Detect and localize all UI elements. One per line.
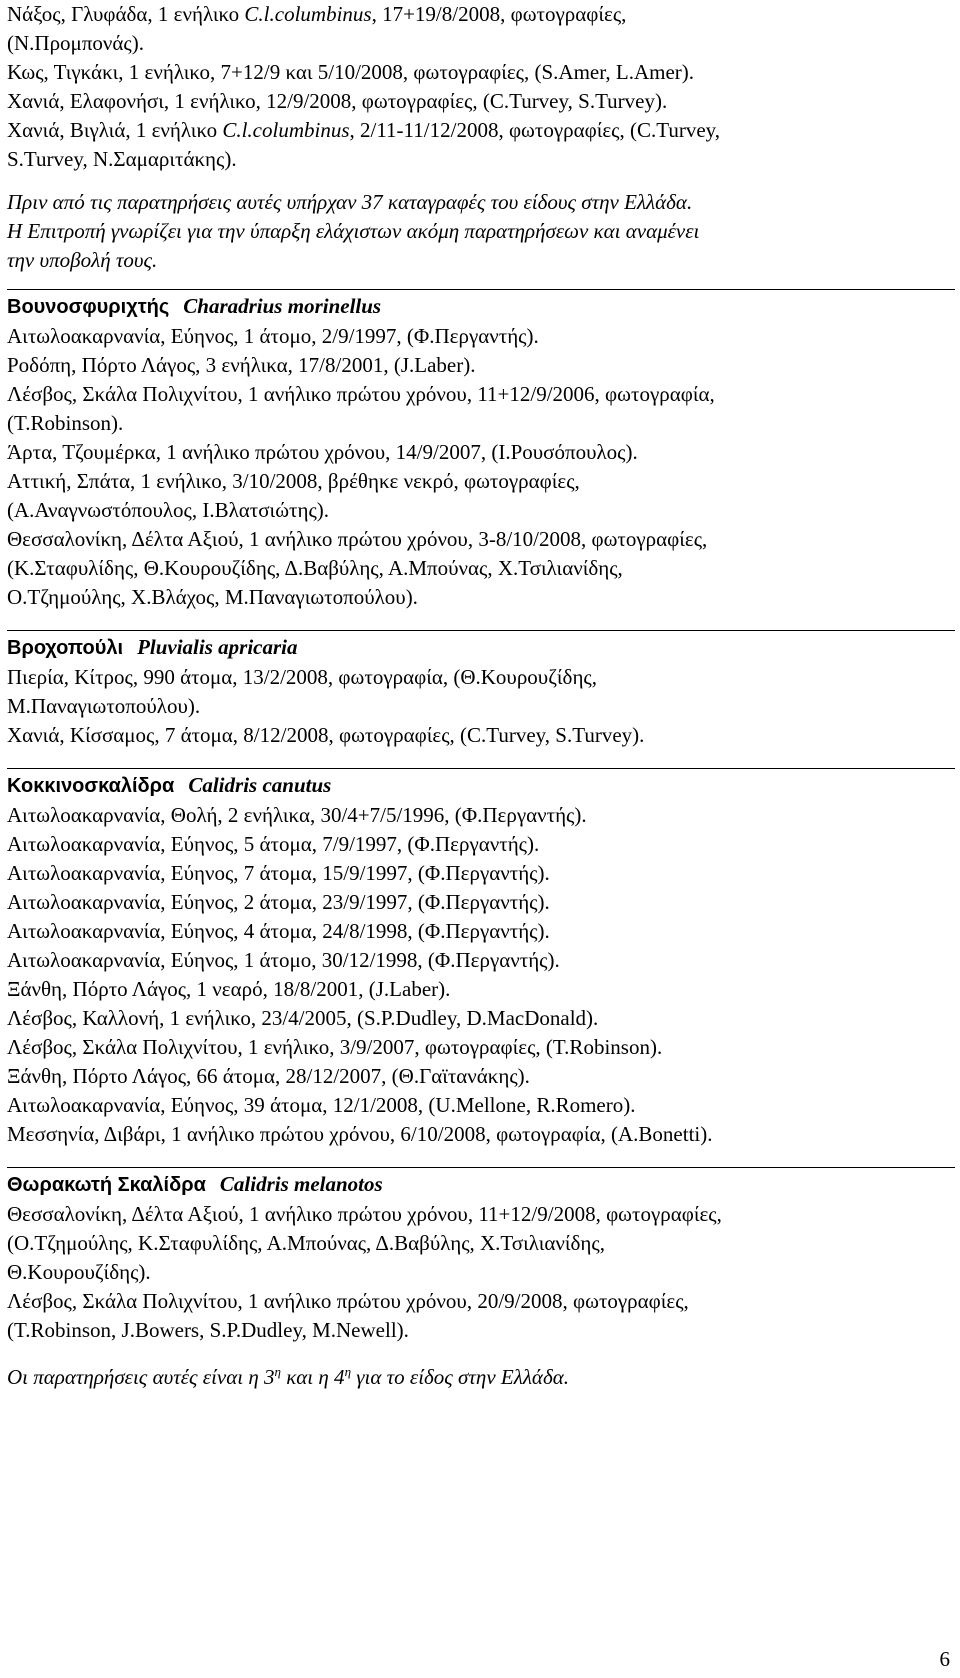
record-line: Μ.Παναγιωτοπούλου). <box>7 694 201 718</box>
record-line: S.Turvey, Ν.Σαμαριτάκης). <box>7 147 237 171</box>
record-line: Αιτωλοακαρνανία, Εύηνος, 1 άτομο, 2/9/1997, (Φ.Περγαντής). <box>7 324 539 348</box>
record-line: Πιερία, Κίτρος, 990 άτομα, 13/2/2008, φωτογραφία, (Θ.Κουρουζίδης, <box>7 665 597 689</box>
record-line: Αιτωλοακαρνανία, Εύηνος, 5 άτομα, 7/9/1997, (Φ.Περγαντής). <box>7 832 540 856</box>
record-line: Αιτωλοακαρνανία, Εύηνος, 1 άτομο, 30/12/1998, (Φ.Περγαντής). <box>7 948 560 972</box>
record-line: Χανιά, Βιγλιά, 1 ενήλικο C.l.columbinus, 2/11-11/12/2008, φωτογραφίες, (C.Turvey, <box>7 118 721 142</box>
species-heading <box>7 771 955 801</box>
species-scientific-name: Calidris canutus <box>188 773 332 797</box>
species-greek-name: Βροχοπούλι <box>7 637 124 659</box>
record-line: (Κ.Σταφυλίδης, Θ.Κουρουζίδης, Δ.Βαβύλης, Α.Μπούνας, Χ.Τσιλιανίδης, <box>7 556 623 580</box>
record-line: Χανιά, Κίσσαμος, 7 άτομα, 8/12/2008, φωτογραφίες, (C.Turvey, S.Turvey). <box>7 723 645 747</box>
record-line: Κως, Τιγκάκι, 1 ενήλικο, 7+12/9 και 5/10/2008, φωτογραφίες, (S.Amer, L.Amer). <box>7 60 695 84</box>
record-line: Αιτωλοακαρνανία, Εύηνος, 7 άτομα, 15/9/1997, (Φ.Περγαντής). <box>7 861 550 885</box>
record-line: Λέσβος, Καλλονή, 1 ενήλικο, 23/4/2005, (S.P.Dudley, D.MacDonald). <box>7 1006 599 1030</box>
record-line: Λέσβος, Σκάλα Πολιχνίτου, 1 ανήλικο πρώτου χρόνου, 20/9/2008, φωτογραφίες, <box>7 1289 689 1313</box>
note-line: την υποβολή τους. <box>7 248 158 272</box>
species-section-pluvialis-apricaria <box>7 630 955 750</box>
species-section-charadrius-morinellus <box>7 289 955 612</box>
record-line: (Ο.Τζημούλης, Κ.Σταφυλίδης, Α.Μπούνας, Δ.Βαβύλης, Χ.Τσιλιανίδης, <box>7 1231 605 1255</box>
species-scientific-name: Calidris melanotos <box>219 1172 383 1196</box>
record-line: Ροδόπη, Πόρτο Λάγος, 3 ενήλικα, 17/8/2001, (J.Laber). <box>7 353 476 377</box>
species-section-calidris-canutus <box>7 768 955 1149</box>
record-line: Αιτωλοακαρνανία, Θολή, 2 ενήλικα, 30/4+7/5/1996, (Φ.Περγαντής). <box>7 803 587 827</box>
record-line: Αιτωλοακαρνανία, Εύηνος, 2 άτομα, 23/9/1997, (Φ.Περγαντής). <box>7 890 550 914</box>
closing-note: Οι παρατηρήσεις αυτές είναι η $3^\eta$ και η $4^\eta$ για το είδος στην Ελλάδα. <box>7 1364 569 1389</box>
species-greek-name: Βουνοσφυριχτής <box>7 296 170 318</box>
record-line: Θ.Κουρουζίδης). <box>7 1260 151 1284</box>
record-line: Λέσβος, Σκάλα Πολιχνίτου, 1 ενήλικο, 3/9/2007, φωτογραφίες, (T.Robinson). <box>7 1035 663 1059</box>
record-line: Αττική, Σπάτα, 1 ενήλικο, 3/10/2008, βρέθηκε νεκρό, φωτογραφίες, <box>7 469 580 493</box>
species-section-calidris-melanotos <box>7 1167 955 1392</box>
record-line: Θεσσαλονίκη, Δέλτα Αξιού, 1 ανήλικο πρώτου χρόνου, 11+12/9/2008, φωτογραφίες, <box>7 1202 722 1226</box>
species-heading <box>7 292 955 322</box>
record-line: (Α.Αναγνωστόπουλος, Ι.Βλατσιώτης). <box>7 498 330 522</box>
record-line: Άρτα, Τζουμέρκα, 1 ανήλικο πρώτου χρόνου, 14/9/2007, (Ι.Ρουσόπουλος). <box>7 440 638 464</box>
record-line: Αιτωλοακαρνανία, Εύηνος, 4 άτομα, 24/8/1998, (Φ.Περγαντής). <box>7 919 550 943</box>
record-line: Χανιά, Ελαφονήσι, 1 ενήλικο, 12/9/2008, φωτογραφίες, (C.Turvey, S.Turvey). <box>7 89 668 113</box>
record-line: Μεσσηνία, Διβάρι, 1 ανήλικο πρώτου χρόνου, 6/10/2008, φωτογραφία, (A.Bonetti). <box>7 1122 713 1146</box>
page-number: 6 <box>939 1647 950 1671</box>
record-line: Θεσσαλονίκη, Δέλτα Αξιού, 1 ανήλικο πρώτου χρόνου, 3-8/10/2008, φωτογραφίες, <box>7 527 708 551</box>
top-records <box>7 0 955 275</box>
record-line: Λέσβος, Σκάλα Πολιχνίτου, 1 ανήλικο πρώτου χρόνου, 11+12/9/2006, φωτογραφία, <box>7 382 715 406</box>
record-line: (Ν.Προμπονάς). <box>7 31 144 55</box>
species-greek-name: Κοκκινοσκαλίδρα <box>7 775 175 797</box>
species-greek-name: Θωρακωτή Σκαλίδρα <box>7 1174 206 1196</box>
record-line: Ξάνθη, Πόρτο Λάγος, 1 νεαρό, 18/8/2001, (J.Laber). <box>7 977 451 1001</box>
record-line: Αιτωλοακαρνανία, Εύηνος, 39 άτομα, 12/1/2008, (U.Mellone, R.Romero). <box>7 1093 636 1117</box>
record-line: (T.Robinson). <box>7 411 124 435</box>
species-scientific-name: Charadrius morinellus <box>183 294 382 318</box>
species-heading <box>7 633 955 663</box>
record-line: Ξάνθη, Πόρτο Λάγος, 66 άτομα, 28/12/2007, (Θ.Γαϊτανάκης). <box>7 1064 530 1088</box>
record-line: Νάξος, Γλυφάδα, 1 ενήλικο C.l.columbinus, 17+19/8/2008, φωτογραφίες, <box>7 2 627 26</box>
species-scientific-name: Pluvialis apricaria <box>137 635 298 659</box>
species-heading <box>7 1170 955 1200</box>
record-line: Ο.Τζημούλης, Χ.Βλάχος, Μ.Παναγιωτοπούλου). <box>7 585 418 609</box>
document-page <box>7 0 955 1392</box>
record-line: (T.Robinson, J.Bowers, S.P.Dudley, M.Newell). <box>7 1318 409 1342</box>
note-line: Πριν από τις παρατηρήσεις αυτές υπήρχαν 37 καταγραφές του είδους στην Ελλάδα. <box>7 190 693 214</box>
note-line: Η Επιτροπή γνωρίζει για την ύπαρξη ελάχιστων ακόμη παρατηρήσεων και αναμένει <box>7 219 700 243</box>
